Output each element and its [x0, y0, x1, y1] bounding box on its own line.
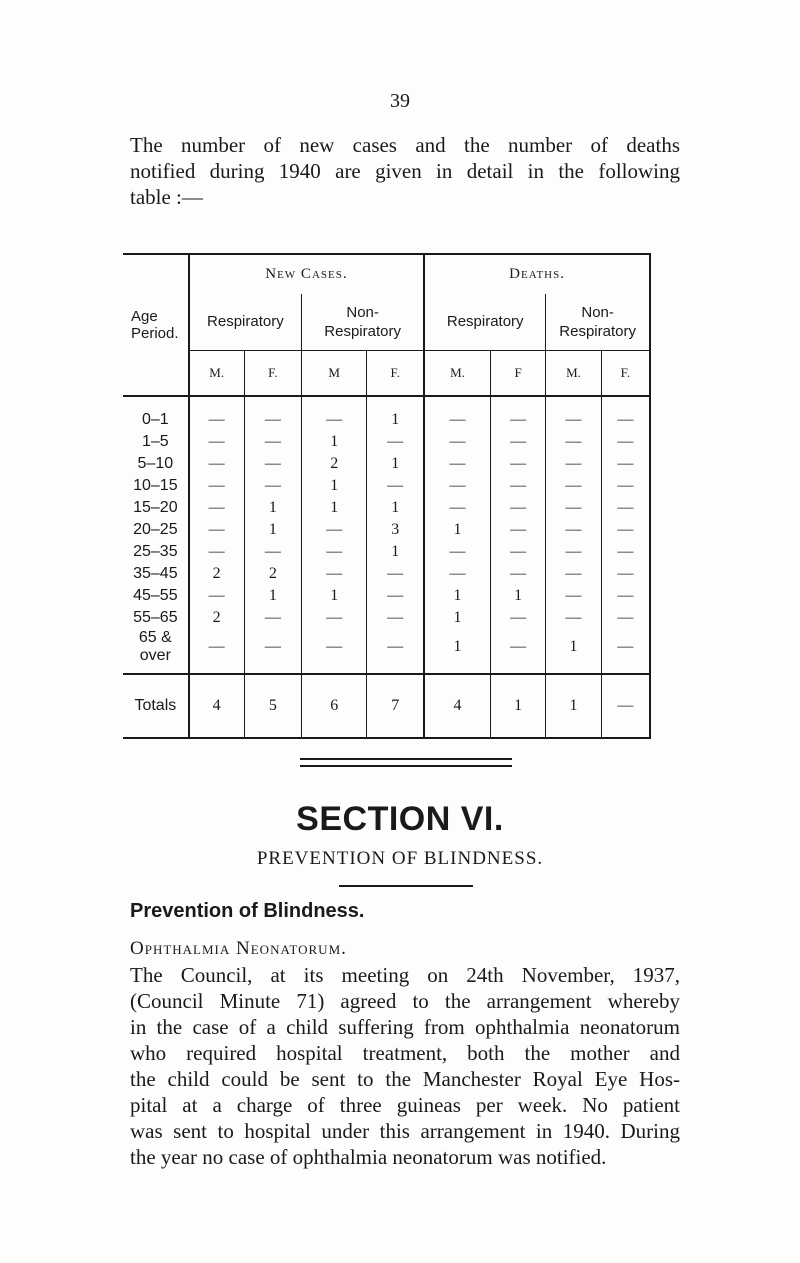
value-cell: — [302, 396, 367, 431]
new-non-respiratory-header [302, 294, 425, 350]
value-cell: — [601, 629, 650, 674]
value-cell: 2 [244, 563, 301, 585]
value-cell: — [302, 519, 367, 541]
value-cell: — [601, 563, 650, 585]
table-row [123, 475, 650, 497]
value-cell: — [424, 396, 490, 431]
value-cell: — [424, 497, 490, 519]
deaths-non-respiratory-header [546, 294, 650, 350]
age-period-cell: 25–35 [123, 541, 189, 563]
value-cell: 1 [302, 431, 367, 453]
value-cell: — [367, 629, 424, 674]
table-row [123, 541, 650, 563]
value-cell: — [302, 541, 367, 563]
intro-line: The number of new cases and the number of deaths [130, 133, 680, 157]
total-cell: 7 [367, 674, 424, 738]
value-cell: — [244, 396, 301, 431]
value-cell: — [546, 563, 602, 585]
header-line: Non- [581, 303, 614, 321]
body-line: (Council Minute 71) agreed to the arrangement whereby [130, 989, 680, 1013]
body-line: the child could be sent to the Manchester Royal Eye Hos- [130, 1067, 680, 1091]
value-cell: — [208, 521, 225, 538]
header-line: Respiratory [559, 322, 636, 340]
age-period-cell: 15–20 [123, 497, 189, 519]
value-cell: 1 [367, 541, 424, 563]
total-cell: 1 [546, 674, 602, 738]
table-row [123, 607, 650, 629]
value-cell: — [302, 607, 367, 629]
rule-divider [339, 885, 473, 887]
body-paragraph [130, 962, 680, 1170]
col-header: M. [546, 350, 602, 396]
value-cell: — [367, 431, 424, 453]
value-cell: — [208, 587, 225, 604]
value-cell: — [424, 475, 490, 497]
value-cell: 2 [302, 453, 367, 475]
value-cell: — [601, 431, 650, 453]
value-cell: 1 [244, 497, 301, 519]
section-title: SECTION VI. [296, 800, 504, 838]
col-header: F. [367, 350, 424, 396]
value-cell: — [601, 607, 650, 629]
value-cell: — [601, 497, 650, 519]
table-row [123, 497, 650, 519]
table-row [123, 629, 650, 674]
value-cell: 1 [367, 396, 424, 431]
value-cell: — [424, 563, 490, 585]
value-cell: — [546, 497, 602, 519]
value-cell: — [208, 433, 225, 450]
value-cell: 1 [244, 585, 301, 607]
table-row [123, 431, 650, 453]
table-row [123, 585, 650, 607]
total-cell: 4 [424, 674, 490, 738]
value-cell: — [601, 475, 650, 497]
double-rule-divider [300, 758, 512, 767]
value-cell: — [424, 431, 490, 453]
age-period-cell: 55–65 [123, 607, 189, 629]
new-respiratory-header: Respiratory [207, 313, 284, 331]
age-period-cell: 10–15 [123, 475, 189, 497]
body-line: in the case of a child suffering from ophthalmia neonatorum [130, 1015, 680, 1039]
value-cell: — [208, 455, 225, 472]
table-row [123, 519, 650, 541]
value-cell: 1 [424, 629, 490, 674]
subheading: Ophthalmia Neonatorum. [130, 938, 347, 959]
value-cell: — [490, 541, 545, 563]
body-line: The Council, at its meeting on 24th November, 1937, [130, 963, 680, 987]
body-line: the year no case of ophthalmia neonatorum was notified. [130, 1145, 607, 1169]
intro-line: table :— [130, 185, 203, 209]
value-cell: 1 [244, 519, 301, 541]
cases-deaths-table [123, 253, 651, 739]
value-cell: 1 [302, 497, 367, 519]
total-cell: 5 [244, 674, 301, 738]
table-body [123, 396, 650, 674]
intro-paragraph [130, 132, 680, 210]
value-cell: — [244, 541, 301, 563]
value-cell: — [424, 453, 490, 475]
age-period-cell: 45–55 [123, 585, 189, 607]
value-cell: 1 [424, 607, 490, 629]
heading: Prevention of Blindness. [130, 900, 365, 922]
value-cell: — [367, 585, 424, 607]
total-cell: — [601, 674, 650, 738]
value-cell: — [244, 431, 301, 453]
value-cell: 1 [367, 453, 424, 475]
deaths-respiratory-header: Respiratory [424, 294, 546, 350]
age-period-cell: 35–45 [123, 563, 189, 585]
total-cell: 4 [212, 697, 221, 714]
col-header: F [490, 350, 545, 396]
value-cell: — [601, 519, 650, 541]
age-period-header: Age Period. [123, 254, 189, 396]
value-cell: — [546, 475, 602, 497]
value-cell: — [546, 519, 602, 541]
value-cell: — [546, 607, 602, 629]
table-row [123, 453, 650, 475]
value-cell: — [546, 453, 602, 475]
value-cell: — [244, 475, 301, 497]
total-cell: 1 [490, 674, 545, 738]
value-cell: — [208, 477, 225, 494]
intro-line: notified during 1940 are given in detail in the following [130, 159, 680, 183]
value-cell: — [546, 585, 602, 607]
value-cell: 1 [302, 475, 367, 497]
col-header: M. [189, 350, 244, 396]
value-cell: — [244, 629, 301, 674]
value-cell: — [302, 629, 367, 674]
deaths-header: Deaths. [424, 254, 650, 294]
header-line: Non- [346, 303, 379, 321]
value-cell: 1 [546, 629, 602, 674]
age-period-cell: 0–1 [123, 396, 189, 431]
new-cases-header: New Cases. [189, 254, 424, 294]
value-cell: — [490, 497, 545, 519]
col-header: F. [244, 350, 301, 396]
value-cell: 1 [490, 585, 545, 607]
value-cell: — [490, 607, 545, 629]
age-period-cell: 20–25 [123, 519, 189, 541]
table-row [123, 396, 650, 431]
value-cell: — [546, 431, 602, 453]
value-cell: — [490, 475, 545, 497]
value-cell: — [302, 563, 367, 585]
value-cell: — [601, 396, 650, 431]
value-cell: 1 [302, 585, 367, 607]
value-cell: — [490, 629, 545, 674]
page-number: 39 [390, 90, 410, 112]
age-period-cell: 65 & over [123, 629, 189, 674]
value-cell: — [424, 541, 490, 563]
header-line: Respiratory [324, 322, 401, 340]
value-cell: — [244, 607, 301, 629]
value-cell: — [490, 519, 545, 541]
age-period-cell: 1–5 [123, 431, 189, 453]
value-cell: — [546, 541, 602, 563]
value-cell: — [490, 453, 545, 475]
value-cell: — [490, 396, 545, 431]
value-cell: — [208, 543, 225, 560]
body-line: was sent to hospital under this arrangement in 1940. During [130, 1119, 680, 1143]
col-header: M. [424, 350, 490, 396]
col-header: M [302, 350, 367, 396]
value-cell: — [367, 475, 424, 497]
col-header: F. [601, 350, 650, 396]
value-cell: — [208, 499, 225, 516]
value-cell: 2 [212, 609, 221, 626]
value-cell: — [208, 411, 225, 428]
totals-label: Totals [123, 674, 189, 738]
body-line: who required hospital treatment, both the mother and [130, 1041, 680, 1065]
value-cell: 1 [424, 585, 490, 607]
value-cell: — [601, 541, 650, 563]
age-period-cell: 5–10 [123, 453, 189, 475]
value-cell: — [490, 563, 545, 585]
value-cell: — [601, 585, 650, 607]
total-cell: 6 [302, 674, 367, 738]
value-cell: — [367, 607, 424, 629]
value-cell: 3 [367, 519, 424, 541]
section-subtitle: PREVENTION OF BLINDNESS. [256, 848, 544, 869]
value-cell: 1 [424, 519, 490, 541]
value-cell: — [244, 453, 301, 475]
value-cell: — [601, 453, 650, 475]
value-cell: — [208, 638, 225, 655]
value-cell: — [490, 431, 545, 453]
totals-row [123, 674, 650, 738]
body-line: pital at a charge of three guineas per week. No patient [130, 1093, 680, 1117]
table-row [123, 563, 650, 585]
value-cell: 2 [212, 565, 221, 582]
value-cell: — [546, 396, 602, 431]
value-cell: — [367, 563, 424, 585]
value-cell: 1 [367, 497, 424, 519]
